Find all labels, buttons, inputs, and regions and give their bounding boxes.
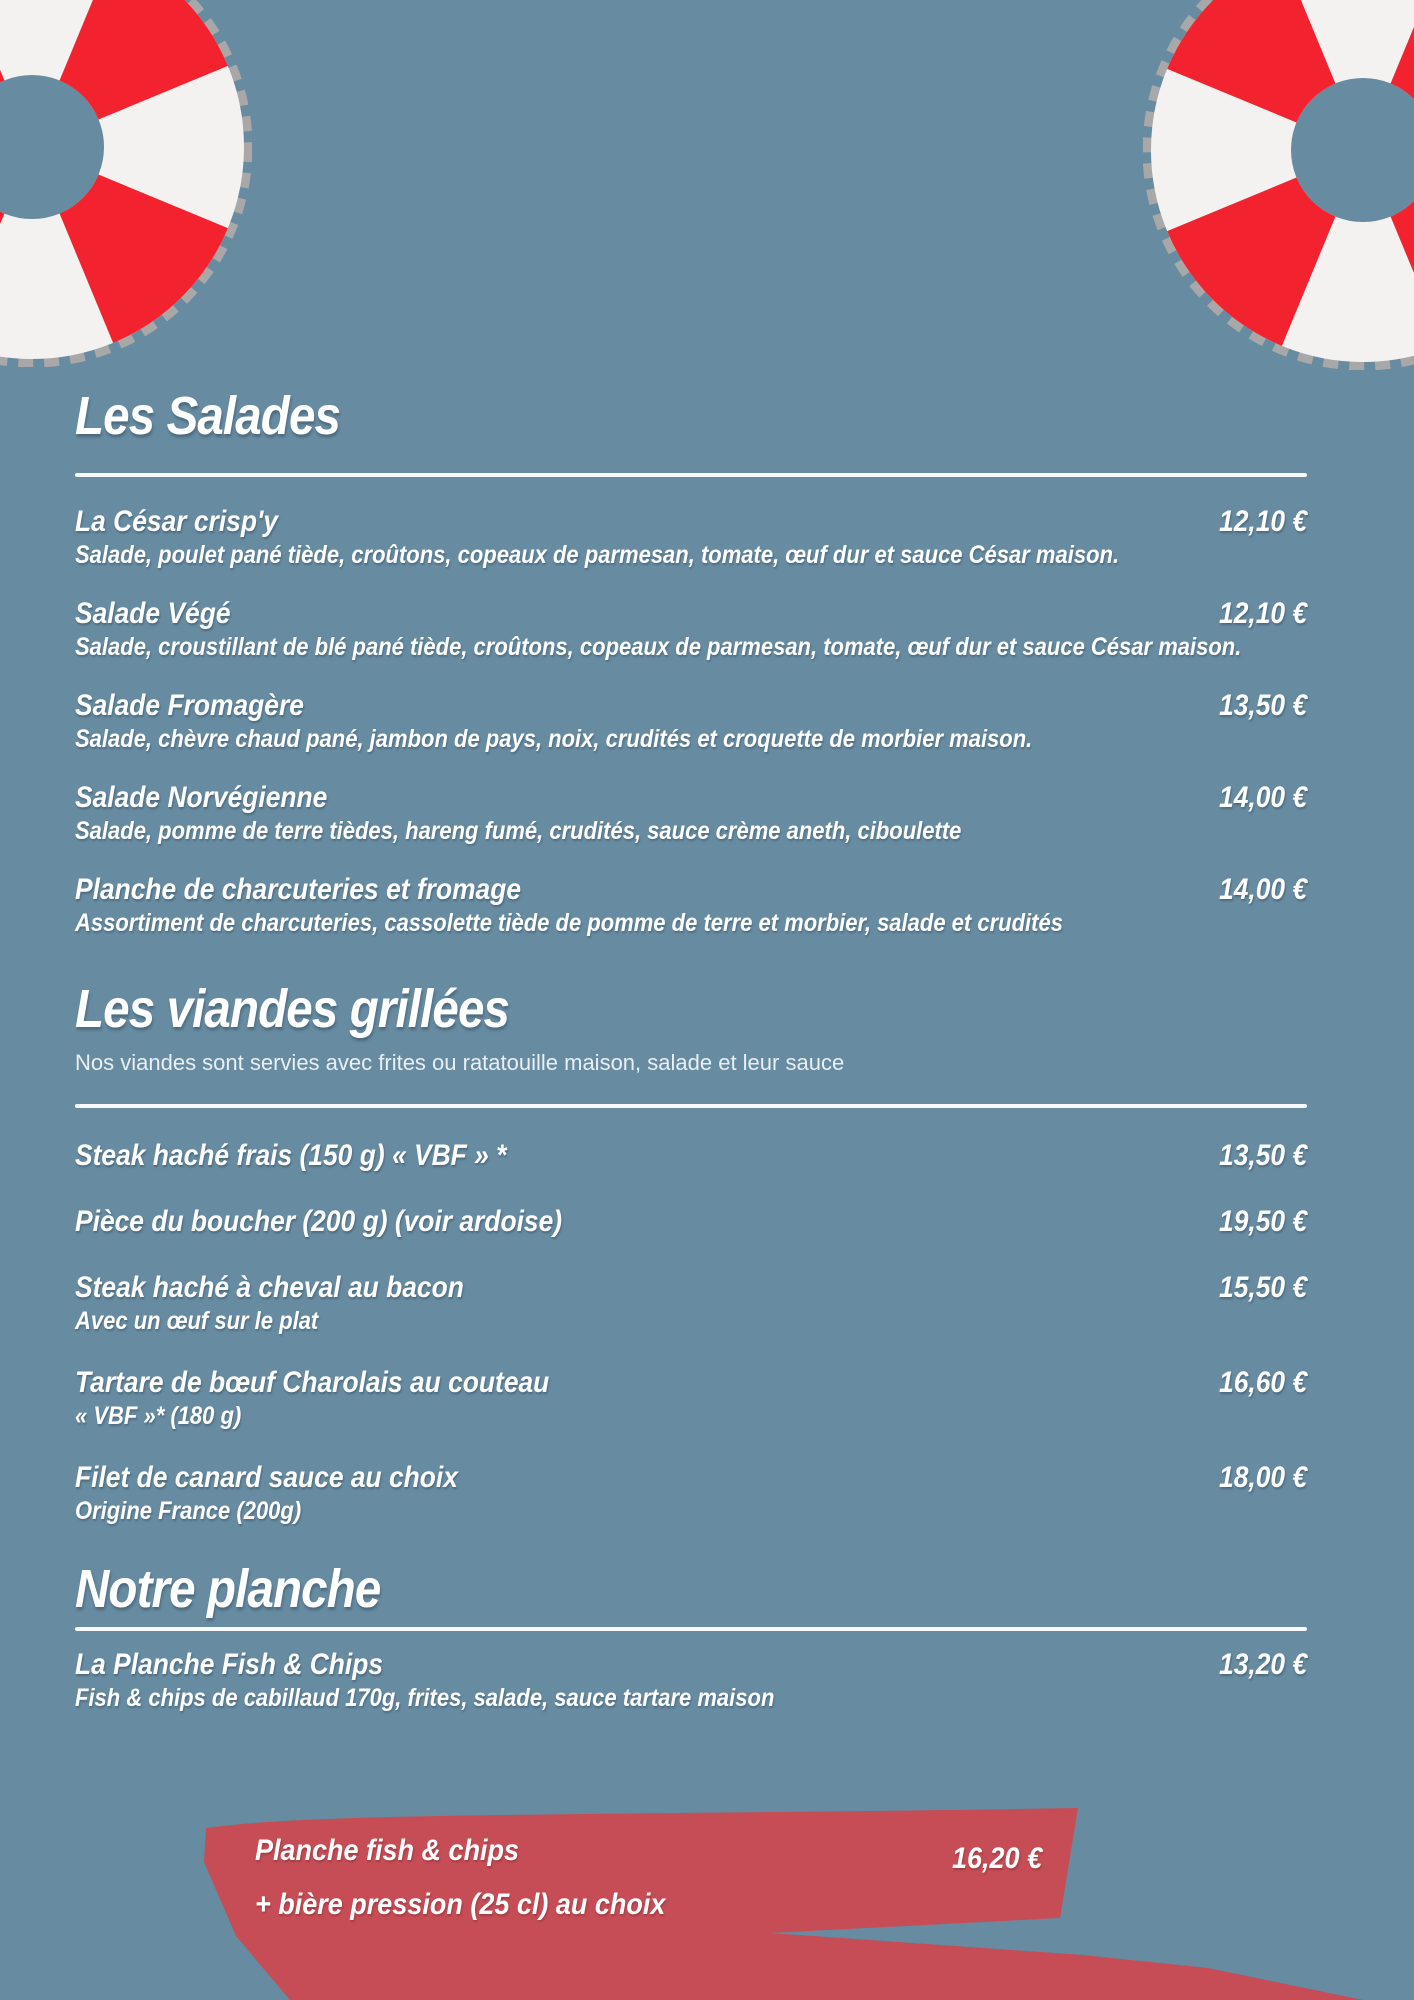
item-name: Planche de charcuteries et fromage	[75, 872, 522, 906]
item-price: 14,00 €	[1218, 872, 1307, 906]
promo-price: 16,20 €	[952, 1842, 1043, 1875]
menu-item	[75, 1138, 1307, 1174]
menu-item	[75, 1647, 1307, 1712]
item-name: Steak haché frais (150 g) « VBF » *	[75, 1138, 507, 1172]
item-price: 13,20 €	[1218, 1648, 1307, 1682]
menu-item	[75, 872, 1307, 937]
item-price: 18,00 €	[1218, 1460, 1307, 1494]
menu-item	[75, 1270, 1307, 1335]
item-name: Salade Végé	[75, 596, 231, 630]
item-price: 14,00 €	[1218, 780, 1307, 814]
item-name: La Planche Fish & Chips	[75, 1648, 384, 1682]
menu-item	[75, 780, 1307, 845]
item-description: Salade, poulet pané tiède, croûtons, copeaux de parmesan, tomate, œuf dur et sauce César maison.	[75, 540, 1120, 569]
section-divider	[75, 473, 1307, 477]
item-price: 16,60 €	[1218, 1365, 1307, 1399]
menu-item	[75, 1365, 1307, 1430]
item-description: Avec un œuf sur le plat	[75, 1306, 319, 1335]
item-price: 19,50 €	[1218, 1204, 1307, 1238]
item-price: 15,50 €	[1218, 1270, 1307, 1304]
item-name: Steak haché à cheval au bacon	[75, 1270, 464, 1304]
menu-item	[75, 596, 1307, 661]
menu-item	[75, 504, 1307, 569]
item-description: Fish & chips de cabillaud 170g, frites, salade, sauce tartare maison	[75, 1684, 775, 1713]
item-name: La César crisp'y	[75, 504, 278, 538]
promo-line2: + bière pression (25 cl) au choix	[255, 1888, 666, 1921]
section-notre-planche	[75, 1558, 1307, 1713]
item-name: Pièce du boucher (200 g) (voir ardoise)	[75, 1204, 563, 1238]
item-description: Assortiment de charcuteries, cassolette tiède de pomme de terre et morbier, salade et crudités	[75, 908, 1063, 937]
item-name: Tartare de bœuf Charolais au couteau	[75, 1365, 550, 1399]
section-divider	[75, 1104, 1307, 1108]
item-price: 13,50 €	[1218, 1138, 1307, 1172]
section-title: Les viandes grillées	[75, 978, 510, 1039]
section-subtitle: Nos viandes sont servies avec frites ou ratatouille maison, salade et leur sauce	[75, 1050, 845, 1076]
promo-line1: Planche fish & chips	[255, 1834, 520, 1867]
item-description: Salade, pomme de terre tièdes, hareng fumé, crudités, sauce crème aneth, ciboulette	[75, 816, 962, 845]
menu-content	[75, 0, 1307, 1712]
section-title: Notre planche	[75, 1558, 381, 1619]
section-salades	[75, 388, 1307, 937]
menu-item	[75, 1204, 1307, 1240]
section-divider	[75, 1627, 1307, 1631]
item-price: 12,10 €	[1218, 504, 1307, 538]
item-price: 12,10 €	[1218, 596, 1307, 630]
item-description: « VBF »* (180 g)	[75, 1401, 242, 1430]
menu-item	[75, 1460, 1307, 1525]
section-title: Les Salades	[75, 386, 341, 446]
menu-item	[75, 688, 1307, 753]
item-name: Salade Norvégienne	[75, 780, 328, 814]
item-description: Origine France (200g)	[75, 1496, 302, 1525]
item-name: Filet de canard sauce au choix	[75, 1460, 458, 1494]
item-name: Salade Fromagère	[75, 688, 304, 722]
item-price: 13,50 €	[1218, 688, 1307, 722]
section-viandes-grillees	[75, 978, 1307, 1525]
item-description: Salade, croustillant de blé pané tiède, croûtons, copeaux de parmesan, tomate, œuf dur et sauce César maison.	[75, 632, 1242, 661]
item-description: Salade, chèvre chaud pané, jambon de pays, noix, crudités et croquette de morbier maison.	[75, 724, 1033, 753]
